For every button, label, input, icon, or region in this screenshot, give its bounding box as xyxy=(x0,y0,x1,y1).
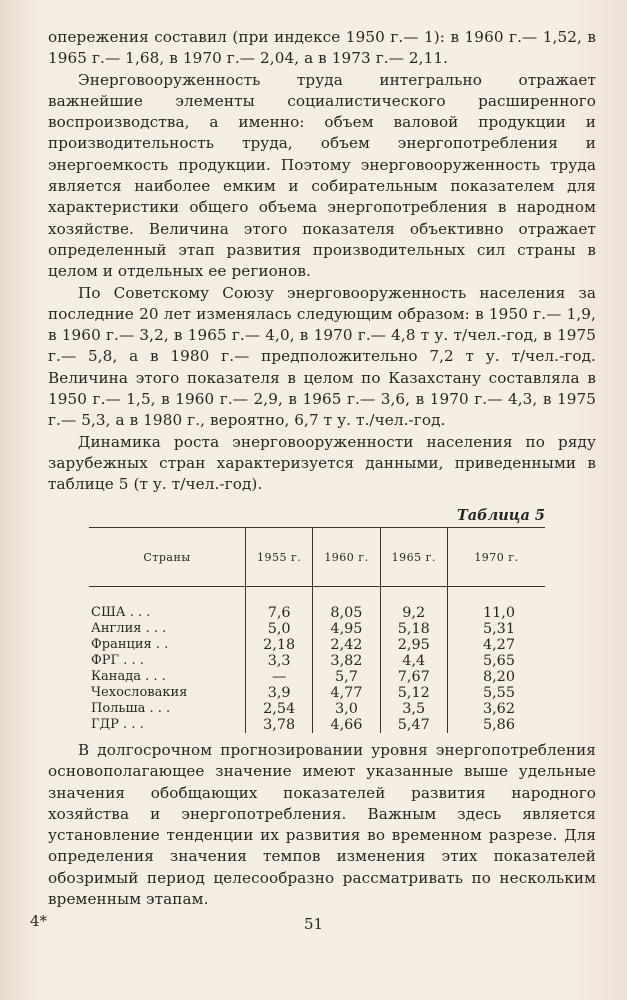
table-header-row xyxy=(89,528,545,587)
table-cell: 4,66 xyxy=(313,717,380,733)
table-cell: 3,9 xyxy=(246,685,313,701)
table-cell: 3,82 xyxy=(313,653,380,669)
table-row xyxy=(89,669,545,685)
table-cell: 3,0 xyxy=(313,701,380,717)
printer-signature: 4* xyxy=(30,912,48,930)
text-block-bottom xyxy=(48,740,596,910)
table-cell: 3,5 xyxy=(380,701,447,717)
table-row xyxy=(89,587,545,622)
table-row xyxy=(89,637,545,653)
table-cell: Чехословакия xyxy=(91,685,188,700)
table-row xyxy=(89,653,545,669)
paragraph: Динамика роста энерговооруженности населения по ряду зарубежных стран характеризуется данными, приведенными в таблице 5 (т у. т/чел.-год). xyxy=(48,432,596,494)
paragraph: Энерговооруженность труда интегрально отражает важнейшие элементы социалистического расширенного воспроизводства, а именно: объем валовой продукции и производительность труда, объем энергопотребления и энергоемкость продукции. Поэтому энерговооруженность труда является наиболее емким и собирательным показателем для характеристики общего объема энергопотребления в народном хозяйстве. Величина этого показателя объективно отражает определенный этап развития производительных сил страны в целом и отдельных ее регионов. xyxy=(48,70,596,281)
energy-table xyxy=(89,527,545,733)
table-cell: ФРГ . . . xyxy=(91,653,144,668)
text-block-top xyxy=(48,27,596,496)
table-cell: 5,12 xyxy=(380,685,447,701)
table-cell: 5,18 xyxy=(380,621,447,637)
table-cell: 5,86 xyxy=(447,717,545,733)
table-cell: 3,78 xyxy=(246,717,313,733)
table-cell: 2,18 xyxy=(246,637,313,653)
table-cell: 8,05 xyxy=(313,587,380,622)
table-cell: Франция . . xyxy=(91,637,169,652)
table-header: 1955 г. xyxy=(246,528,313,587)
table-cell: 3,62 xyxy=(447,701,545,717)
table-cell: — xyxy=(246,669,313,685)
table-header: 1965 г. xyxy=(380,528,447,587)
table-cell: 5,47 xyxy=(380,717,447,733)
table-cell: ГДР . . . xyxy=(91,717,144,732)
page-number: 51 xyxy=(303,915,324,933)
table-cell: 4,4 xyxy=(380,653,447,669)
table-cell: 4,27 xyxy=(447,637,545,653)
table-cell: США . . . xyxy=(91,605,151,620)
table-cell: 4,77 xyxy=(313,685,380,701)
table-cell: Канада . . . xyxy=(91,669,166,684)
table-cell: 7,6 xyxy=(246,587,313,622)
table-cell: 5,7 xyxy=(313,669,380,685)
table-cell: 9,2 xyxy=(380,587,447,622)
table-cell: 5,31 xyxy=(447,621,545,637)
table-cell: 5,0 xyxy=(246,621,313,637)
table-cell: Польша . . . xyxy=(91,701,171,716)
table-cell: 7,67 xyxy=(380,669,447,685)
table-row xyxy=(89,621,545,637)
table-caption: Таблица 5 xyxy=(457,507,545,524)
table-cell: 4,95 xyxy=(313,621,380,637)
table-row xyxy=(89,685,545,701)
table-cell: 5,55 xyxy=(447,685,545,701)
table-header: 1960 г. xyxy=(313,528,380,587)
paragraph: По Советскому Союзу энерговооруженность населения за последние 20 лет изменялась следующим образом: в 1950 г.— 1,9, в 1960 г.— 3,2, в 1965 г.— 4,0, в 1970 г.— 4,8 т у. т/чел.-год, в 1975 г.— 5,8, а в 1980 г.— предположительно 7,2 т у. т/чел.-год. Величина этого показателя в целом по Казахстану составляла в 1950 г.— 1,5, в 1960 г.— 2,9, в 1965 г.— 3,6, в 1970 г.— 4,3, в 1975 г.— 5,3, а в 1980 г., вероятно, 6,7 т у. т./чел.-год. xyxy=(48,283,596,430)
table-cell: 2,42 xyxy=(313,637,380,653)
table-cell: 3,3 xyxy=(246,653,313,669)
table-cell: 8,20 xyxy=(447,669,545,685)
table-row xyxy=(89,717,545,733)
table-cell: 5,65 xyxy=(447,653,545,669)
table-header: 1970 г. xyxy=(447,528,545,587)
table-cell: Англия . . . xyxy=(91,621,167,636)
table-cell: 2,95 xyxy=(380,637,447,653)
table-cell: 2,54 xyxy=(246,701,313,717)
paragraph: В долгосрочном прогнозировании уровня энергопотребления основополагающее значение имеют указанные выше удельные значения обобщающих показателей развития народного хозяйства и энергопотребления. Важным здесь является установление тенденции их развития во временном разрезе. Для определения значения темпов изменения этих показателей обозримый период целесообразно рассматривать по нескольким временным этапам. xyxy=(48,741,596,909)
table-row xyxy=(89,701,545,717)
table-cell: 11,0 xyxy=(447,587,545,622)
table-header: Страны xyxy=(89,528,246,587)
paragraph: опережения составил (при индексе 1950 г.— 1): в 1960 г.— 1,52, в 1965 г.— 1,68, в 1970 г.— 2,04, а в 1973 г.— 2,11. xyxy=(48,28,596,68)
